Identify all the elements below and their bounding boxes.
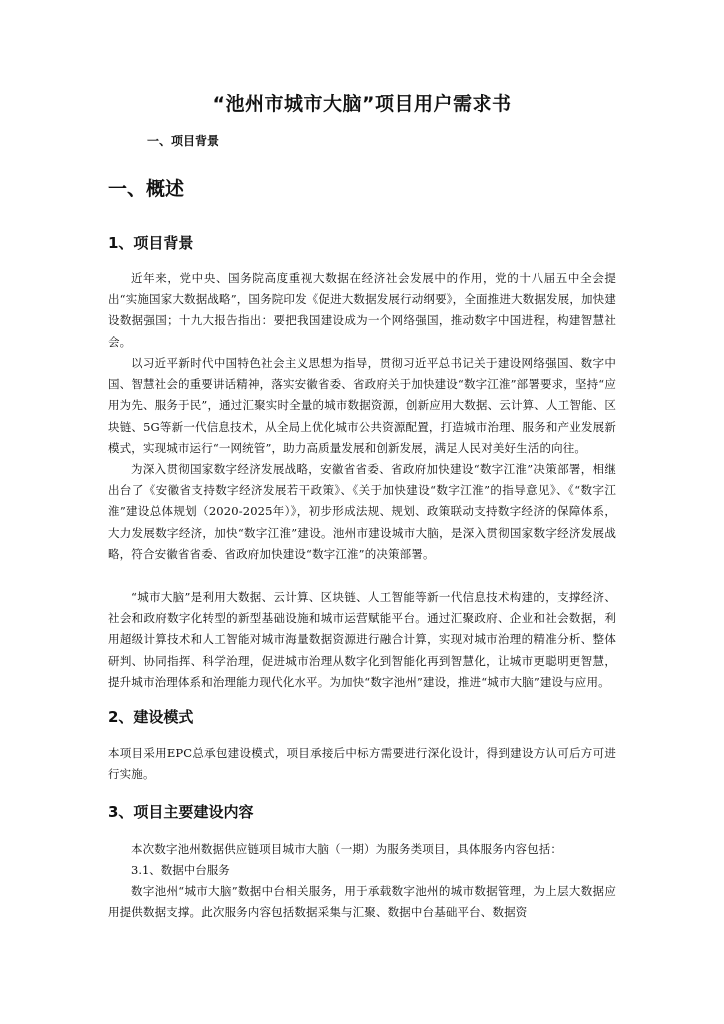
subsection-heading-main-content: 3、项目主要建设内容 — [108, 803, 254, 821]
item-heading-data-middle-platform: 3.1、数据中台服务 — [131, 863, 230, 877]
subsection-heading-project-background: 1、项目背景 — [108, 234, 194, 252]
paragraph-construction-mode: 本项目采用EPC总承包建设模式，项目承接后中标方需要进行深化设计，得到建设方认可后方可进行实施。 — [108, 746, 616, 782]
paragraph-background-2: 以习近平新时代中国特色社会主义思想为指导，贯彻习近平总书记关于建设网络强国、数字中国、智慧社会的重要讲话精神，落实安徽省委、省政府关于加快建设“数字江淮”部署要求，坚持“应用为先、服务于民”，通过汇聚实时全量的城市数据资源，创新应用大数据、云计算、人工智能、区块链、5G等新一代信息技术，从全局上优化城市公共资源配置，打造城市治理、服务和产业发展新模式，实现城市运行“一网统管”，助力高质量发展和创新发展，满足人民对美好生活的向往。 — [108, 356, 616, 455]
paragraph-data-middle-platform: 数字池州“城市大脑”数据中台相关服务，用于承载数字池州的城市数据管理，为上层大数据应用提供数据支撑。此次服务内容包括数据采集与汇聚、数据中台基础平台、数据资 — [108, 884, 616, 920]
paragraph-background-3: 为深入贯彻国家数字经济发展战略，安徽省省委、省政府加快建设“数字江淮”决策部署，相继出台了《安徽省支持数字经济发展若干政策》、《关于加快建设“数字江淮”的指导意见》、《“数字江淮”建设总体规划（2020-2025年）》，初步形成法规、规划、政策联动支持数字经济的保障体系，大力发展数字经济，加快“数字江淮”建设。池州市建设城市大脑，是深入贯彻国家数字经济发展战略，符合安徽省省委、省政府加快建设“数字江淮”的决策部署。 — [108, 462, 616, 561]
section-heading-overview: 一、概述 — [108, 178, 185, 200]
subsection-heading-construction-mode: 2、建设模式 — [108, 708, 194, 726]
paragraph-main-content-intro: 本次数字池州数据供应链项目城市大脑（一期）为服务类项目，具体服务内容包括： — [131, 842, 563, 856]
toc-item-project-background: 一、项目背景 — [147, 134, 220, 148]
paragraph-background-1: 近年来，党中央、国务院高度重视大数据在经济社会发展中的作用，党的十八届五中全会提出“实施国家大数据战略”，国务院印发《促进大数据发展行动纲要》，全面推进大数据发展，加快建设数据强国；十九大报告指出：要把我国建设成为一个网络强国，推动数字中国进程，构建智慧社会。 — [108, 271, 616, 349]
document-title: “池州市城市大脑”项目用户需求书 — [212, 93, 512, 115]
paragraph-background-4: “城市大脑”是利用大数据、云计算、区块链、人工智能等新一代信息技术构建的，支撑经济、社会和政府数字化转型的新型基础设施和城市运营赋能平台。通过汇聚政府、企业和社会数据，利用超级计算技术和人工智能对城市海量数据资源进行融合计算，实现对城市治理的精准分析、整体研判、协同指挥、科学治理，促进城市治理从数字化到智能化再到智慧化，让城市更聪明更智慧，提升城市治理体系和治理能力现代化水平。为加快“数字池州”建设，推进“城市大脑”建设与应用。 — [108, 590, 616, 689]
